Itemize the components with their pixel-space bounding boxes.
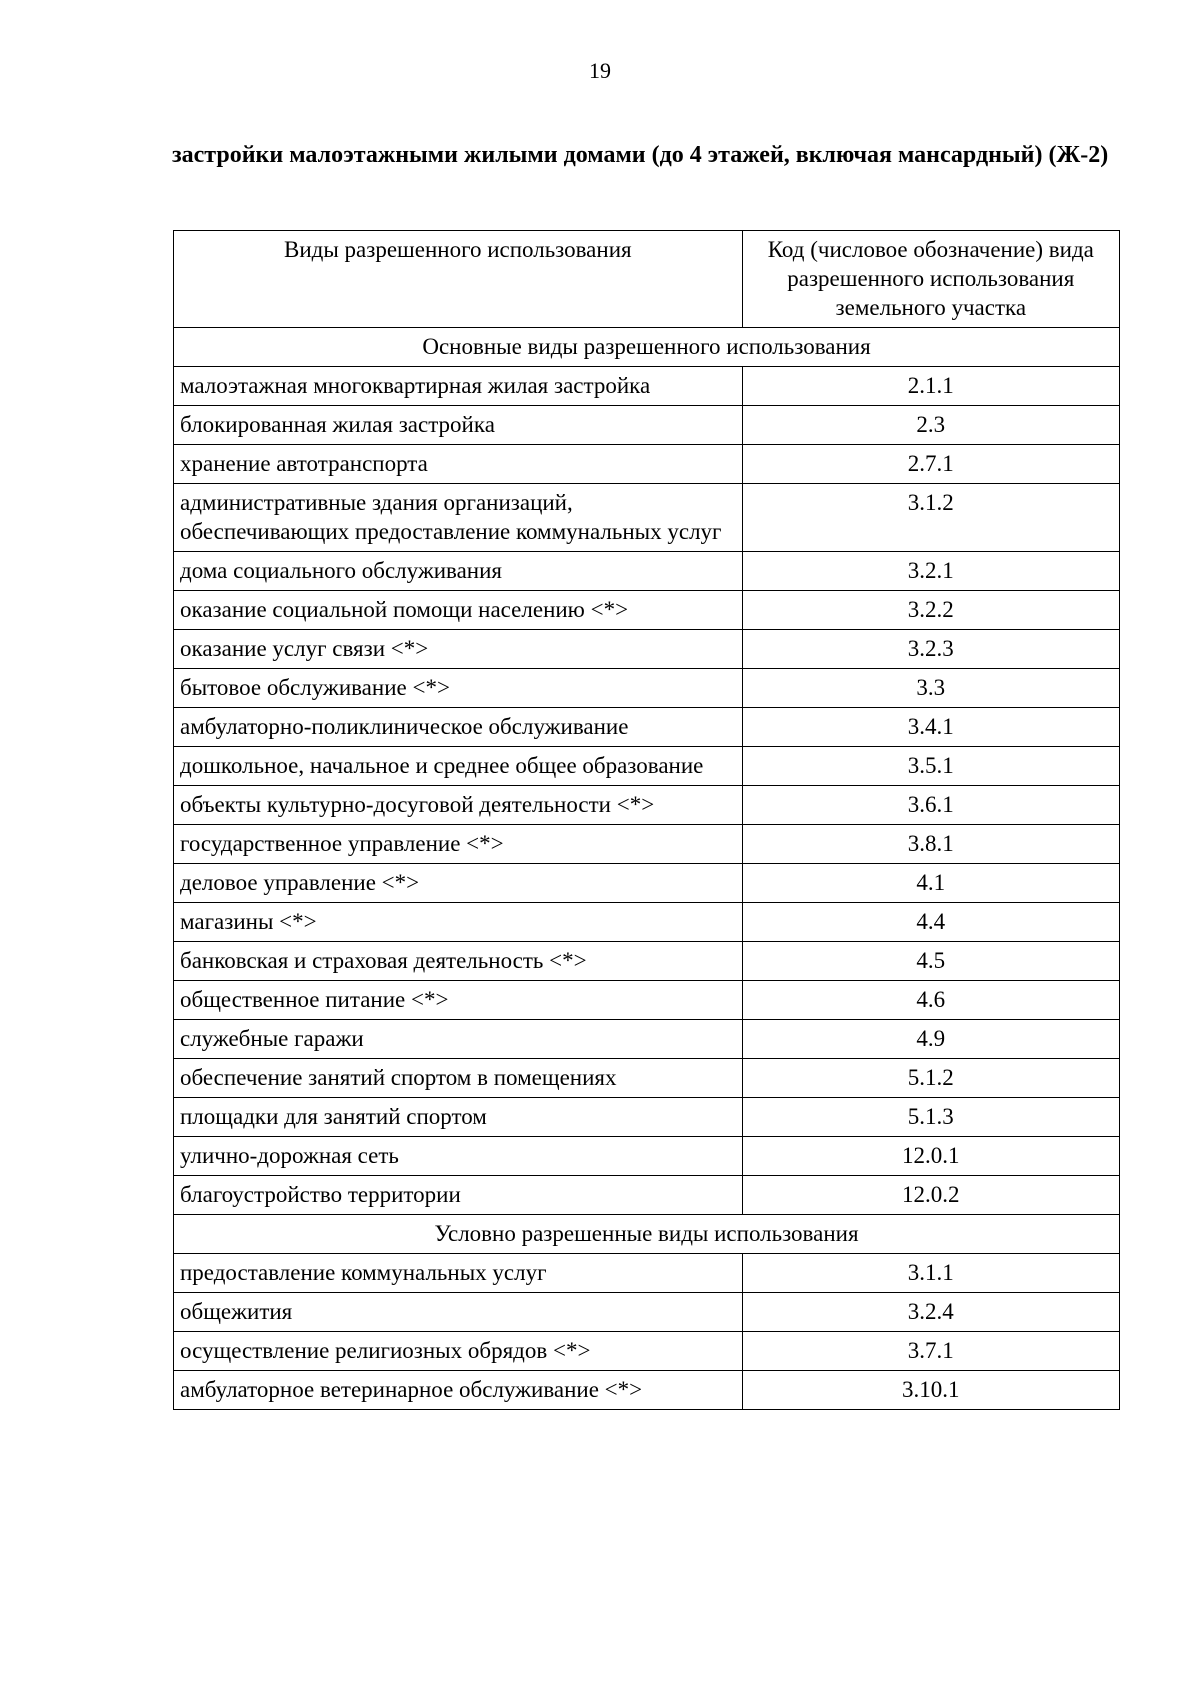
header-code: Код (числовое обозначение) вида разрешенного использования земельного участка xyxy=(742,231,1119,328)
page-number: 19 xyxy=(589,58,611,83)
table-row xyxy=(174,942,1120,981)
use-type-cell: государственное управление <*> xyxy=(174,825,743,864)
table-row xyxy=(174,1059,1120,1098)
use-type-cell: магазины <*> xyxy=(174,903,743,942)
use-type-cell: общежития xyxy=(174,1293,743,1332)
table-row xyxy=(174,1020,1120,1059)
table-row xyxy=(174,484,1120,552)
table-row xyxy=(174,747,1120,786)
table-row xyxy=(174,1137,1120,1176)
use-type-cell: амбулаторно-поликлиническое обслуживание xyxy=(174,708,743,747)
table-row xyxy=(174,1098,1120,1137)
table-row xyxy=(174,1254,1120,1293)
use-type-cell: благоустройство территории xyxy=(174,1176,743,1215)
section-row xyxy=(174,1215,1120,1254)
use-code-cell: 3.8.1 xyxy=(742,825,1119,864)
use-type-cell: блокированная жилая застройка xyxy=(174,406,743,445)
table-row xyxy=(174,445,1120,484)
use-type-cell: деловое управление <*> xyxy=(174,864,743,903)
table-row xyxy=(174,552,1120,591)
use-type-cell: обеспечение занятий спортом в помещениях xyxy=(174,1059,743,1098)
table-row xyxy=(174,1371,1120,1410)
use-type-cell: банковская и страховая деятельность <*> xyxy=(174,942,743,981)
use-code-cell: 3.2.3 xyxy=(742,630,1119,669)
use-code-cell: 3.2.2 xyxy=(742,591,1119,630)
table-row xyxy=(174,1332,1120,1371)
use-code-cell: 4.6 xyxy=(742,981,1119,1020)
table-row xyxy=(174,669,1120,708)
table-row xyxy=(174,591,1120,630)
table-row xyxy=(174,1293,1120,1332)
use-code-cell: 3.3 xyxy=(742,669,1119,708)
use-code-cell: 2.3 xyxy=(742,406,1119,445)
use-type-cell: оказание услуг связи <*> xyxy=(174,630,743,669)
table-row xyxy=(174,367,1120,406)
table-row xyxy=(174,825,1120,864)
use-type-cell: амбулаторное ветеринарное обслуживание <*> xyxy=(174,1371,743,1410)
use-type-cell: малоэтажная многоквартирная жилая застройка xyxy=(174,367,743,406)
table-body xyxy=(174,328,1120,1410)
use-type-cell: хранение автотранспорта xyxy=(174,445,743,484)
use-code-cell: 4.5 xyxy=(742,942,1119,981)
use-type-cell: бытовое обслуживание <*> xyxy=(174,669,743,708)
use-code-cell: 2.7.1 xyxy=(742,445,1119,484)
use-code-cell: 5.1.3 xyxy=(742,1098,1119,1137)
header-use-type: Виды разрешенного использования xyxy=(174,231,743,328)
use-code-cell: 4.9 xyxy=(742,1020,1119,1059)
use-code-cell: 3.5.1 xyxy=(742,747,1119,786)
section-title: Условно разрешенные виды использования xyxy=(174,1215,1120,1254)
use-code-cell: 12.0.2 xyxy=(742,1176,1119,1215)
table-row xyxy=(174,864,1120,903)
section-title: Основные виды разрешенного использования xyxy=(174,328,1120,367)
use-code-cell: 5.1.2 xyxy=(742,1059,1119,1098)
use-code-cell: 3.10.1 xyxy=(742,1371,1119,1410)
use-type-cell: служебные гаражи xyxy=(174,1020,743,1059)
use-code-cell: 3.1.1 xyxy=(742,1254,1119,1293)
use-code-cell: 4.4 xyxy=(742,903,1119,942)
document-heading: застройки малоэтажными жилыми домами (до 4 этажей, включая мансардный) (Ж-2) xyxy=(172,142,1109,168)
use-type-cell: дома социального обслуживания xyxy=(174,552,743,591)
use-type-cell: площадки для занятий спортом xyxy=(174,1098,743,1137)
section-row xyxy=(174,328,1120,367)
table-row xyxy=(174,786,1120,825)
use-code-cell: 3.2.4 xyxy=(742,1293,1119,1332)
land-use-table xyxy=(173,230,1120,1410)
use-type-cell: объекты культурно-досуговой деятельности <*> xyxy=(174,786,743,825)
use-type-cell: административные здания организаций, обеспечивающих предоставление коммунальных услуг xyxy=(174,484,743,552)
use-code-cell: 2.1.1 xyxy=(742,367,1119,406)
table-row xyxy=(174,981,1120,1020)
use-type-cell: общественное питание <*> xyxy=(174,981,743,1020)
table-row xyxy=(174,903,1120,942)
table-row xyxy=(174,1176,1120,1215)
use-type-cell: предоставление коммунальных услуг xyxy=(174,1254,743,1293)
table-row xyxy=(174,630,1120,669)
table-header-row xyxy=(174,231,1120,328)
use-code-cell: 3.7.1 xyxy=(742,1332,1119,1371)
use-code-cell: 3.4.1 xyxy=(742,708,1119,747)
use-code-cell: 3.1.2 xyxy=(742,484,1119,552)
use-type-cell: оказание социальной помощи населению <*> xyxy=(174,591,743,630)
use-type-cell: улично-дорожная сеть xyxy=(174,1137,743,1176)
use-code-cell: 3.6.1 xyxy=(742,786,1119,825)
use-code-cell: 4.1 xyxy=(742,864,1119,903)
use-type-cell: дошкольное, начальное и среднее общее образование xyxy=(174,747,743,786)
use-type-cell: осуществление религиозных обрядов <*> xyxy=(174,1332,743,1371)
table-row xyxy=(174,406,1120,445)
use-code-cell: 12.0.1 xyxy=(742,1137,1119,1176)
use-code-cell: 3.2.1 xyxy=(742,552,1119,591)
table-row xyxy=(174,708,1120,747)
